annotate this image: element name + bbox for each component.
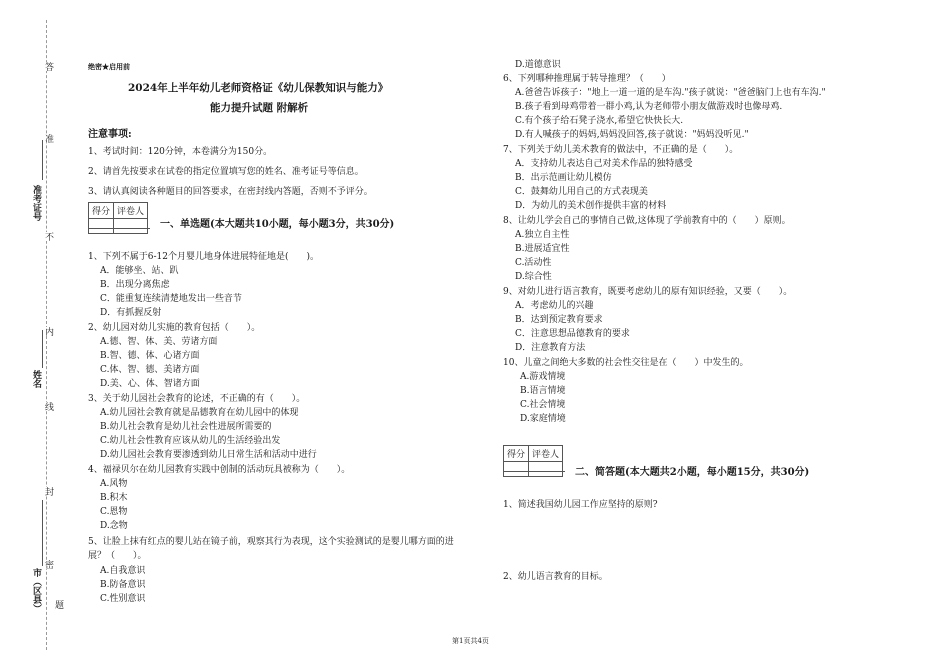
- name-field[interactable]: [42, 330, 43, 368]
- answer-option[interactable]: C．注意思想品德教育的要求: [515, 329, 630, 339]
- question-stem: 6、下列哪种推理属于转导推理？（ ）: [503, 74, 671, 84]
- notice-item: 3、请认真阅读各种题目的回答要求，在密封线内答题，否则不予评分。: [88, 187, 373, 197]
- question-stem: 8、让幼儿学会自己的事情自己做,这体现了学前教育中的（ ）原则。: [503, 216, 791, 226]
- answer-option[interactable]: B.幼儿社会教育是幼儿社会性进展所需要的: [100, 422, 272, 432]
- question-stem: 1、下列不属于6-12个月婴儿地身体进展特征地是( )。: [88, 252, 319, 262]
- answer-option[interactable]: A.自我意识: [100, 566, 146, 576]
- short-answer-question: 1、简述我国幼儿园工作应坚持的原则?: [503, 500, 658, 510]
- page-footer: 第1页共4页: [452, 637, 489, 645]
- answer-option[interactable]: D.幼儿园社会教育要渗透到幼儿日常生活和活动中进行: [100, 450, 317, 460]
- answer-option[interactable]: A.游戏情境: [520, 372, 566, 382]
- answer-option[interactable]: C.活动性: [515, 258, 552, 268]
- district-label: 市（区县）: [31, 568, 41, 613]
- question-stem: 5、让脸上抹有红点的婴儿站在镜子前，观察其行为表现，这个实验测试的是婴儿哪方面的进: [88, 537, 454, 547]
- answer-option[interactable]: B.孩子看到母鸡带着一群小鸡,认为老师带小朋友做游戏时也像母鸡.: [515, 102, 783, 112]
- exam-title-line1: 2024年上半年幼儿老师资格证《幼儿保教知识与能力》: [128, 82, 389, 94]
- answer-option[interactable]: A.幼儿园社会教育就是品德教育在幼儿园中的体现: [100, 408, 299, 418]
- seal-mark: 内: [43, 327, 53, 336]
- answer-option[interactable]: A.独立自主性: [515, 230, 570, 240]
- grader-label: 评卷人: [114, 203, 148, 219]
- notice-item: 1、考试时间：120分钟，本卷满分为150分。: [88, 147, 273, 157]
- answer-option[interactable]: B．出现分离焦虑: [100, 280, 170, 290]
- answer-option[interactable]: D.美、心、体、智诸方面: [100, 379, 200, 389]
- answer-option[interactable]: B.积木: [100, 493, 128, 503]
- answer-option[interactable]: B.进展适宜性: [515, 244, 570, 254]
- answer-option[interactable]: A．能够坐、站、趴: [100, 266, 179, 276]
- district-field[interactable]: [42, 500, 43, 566]
- score-cell[interactable]: [89, 219, 114, 234]
- answer-option[interactable]: D.综合性: [515, 272, 552, 282]
- answer-option[interactable]: A.爸爸告诉孩子："地上一道一道的是车沟."孩子就说："爸爸脑门上也有车沟.": [515, 88, 826, 98]
- score-label: 得分: [89, 203, 114, 219]
- question-stem: 4、福禄贝尔在幼儿园教育实践中创制的活动玩具被称为（ ）。: [88, 465, 351, 475]
- question-stem: 7、下列关于幼儿美术教育的做法中，不正确的是（ ）。: [503, 145, 739, 155]
- seal-mark: 答: [43, 62, 53, 71]
- section2-heading: 二、简答题(本大题共2小题，每小题15分，共30分): [575, 467, 810, 478]
- answer-option[interactable]: C.社会情境: [520, 400, 566, 410]
- question-stem: 10、儿童之间绝大多数的社会性交往是在（ ）中发生的。: [503, 358, 749, 368]
- exam-number-label: 准考证号: [31, 185, 41, 221]
- question-stem: 2、幼儿园对幼儿实施的教育包括（ ）。: [88, 323, 261, 333]
- seal-mark: 线: [43, 402, 53, 411]
- notice-item: 2、请首先按要求在试卷的指定位置填写您的姓名、准考证号等信息。: [88, 167, 364, 177]
- exam-title-line2: 能力提升试题 附解析: [210, 102, 309, 114]
- answer-option[interactable]: C．能重复连续清楚地发出一些音节: [100, 294, 242, 304]
- question-stem-cont: 展？（ ）。: [88, 551, 147, 561]
- seal-mark: 不: [43, 232, 53, 241]
- answer-option[interactable]: B．出示范画让幼儿模仿: [515, 173, 612, 183]
- answer-option[interactable]: B．达到预定教育要求: [515, 315, 603, 325]
- seal-mark: 封: [43, 487, 53, 496]
- secret-mark: 绝密★启用前: [88, 62, 130, 71]
- answer-option[interactable]: C.体、智、德、美诸方面: [100, 365, 200, 375]
- answer-option[interactable]: B.防备意识: [100, 580, 146, 590]
- answer-option[interactable]: A.德、智、体、美、劳诸方面: [100, 337, 218, 347]
- short-answer-question: 2、幼儿语言教育的目标。: [503, 572, 608, 582]
- score-label: 得分: [504, 446, 529, 462]
- notice-heading: 注意事项:: [88, 129, 132, 140]
- exam-number-field[interactable]: [42, 140, 43, 180]
- answer-option[interactable]: D.道德意识: [515, 60, 561, 70]
- grader-cell[interactable]: [114, 219, 148, 234]
- answer-option[interactable]: B.智、德、体、心诸方面: [100, 351, 200, 361]
- section-underline: [503, 471, 565, 472]
- score-table: [88, 202, 148, 234]
- answer-option[interactable]: C.有个孩子给石凳子浇水,希望它快快长大.: [515, 116, 684, 126]
- question-stem: 3、关于幼儿园社会教育的论述，不正确的有（ ）。: [88, 394, 306, 404]
- answer-option[interactable]: A．考虑幼儿的兴趣: [515, 301, 594, 311]
- score-cell[interactable]: [504, 462, 529, 477]
- seal-mark: 题: [53, 600, 63, 609]
- answer-option[interactable]: A．支持幼儿表达自己对美术作品的独特感受: [515, 159, 693, 169]
- answer-option[interactable]: D.家庭情境: [520, 414, 566, 424]
- answer-option[interactable]: C．鼓舞幼儿用自己的方式表现美: [515, 187, 648, 197]
- section-underline: [88, 228, 150, 229]
- score-table: [503, 445, 563, 477]
- answer-option[interactable]: D．为幼儿的美术创作提供丰富的材料: [515, 201, 667, 211]
- answer-option[interactable]: A.风物: [100, 479, 128, 489]
- answer-option[interactable]: C.性别意识: [100, 594, 146, 604]
- answer-option[interactable]: C.幼儿社会性教育应该从幼儿的生活经验出发: [100, 436, 281, 446]
- answer-option[interactable]: B.语言情境: [520, 386, 566, 396]
- answer-option[interactable]: D．有抓握反射: [100, 308, 162, 318]
- answer-option[interactable]: C.恩物: [100, 507, 128, 517]
- seal-mark: 准: [43, 134, 53, 143]
- answer-option[interactable]: D.有人喊孩子的妈妈,妈妈没回答,孩子就说："妈妈没听见.": [515, 130, 749, 140]
- grader-cell[interactable]: [529, 462, 563, 477]
- answer-option[interactable]: D.念物: [100, 521, 128, 531]
- question-stem: 9、对幼儿进行语言教育，既要考虑幼儿的原有知识经验，又要（ ）。: [503, 287, 793, 297]
- section1-heading: 一、单选题(本大题共10小题，每小题3分，共30分): [160, 219, 395, 230]
- grader-label: 评卷人: [529, 446, 563, 462]
- name-label: 姓名: [31, 370, 41, 388]
- seal-mark: 密: [43, 560, 53, 569]
- answer-option[interactable]: D．注意教育方法: [515, 343, 586, 353]
